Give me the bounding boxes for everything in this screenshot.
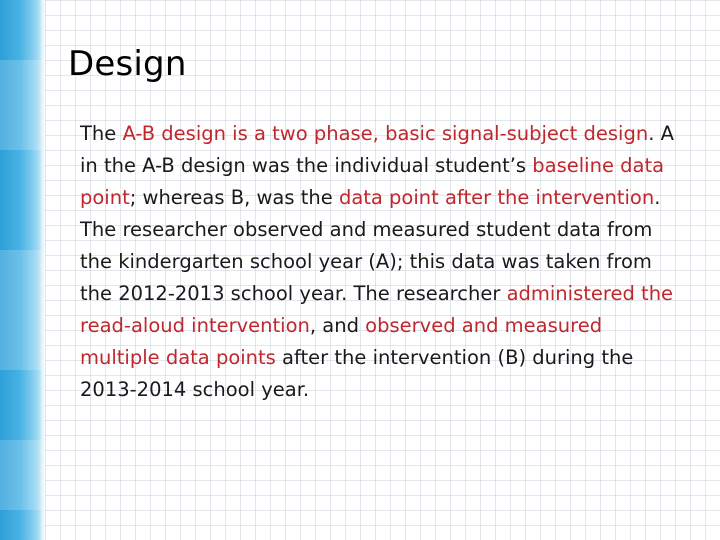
highlighted-text-segment: A-B design is a two phase, basic signal-subject design	[122, 122, 649, 145]
text-segment: . The researcher observed and measured student data from the kindergarten school year (A); this data was taken from the 2012-2013 school year. The researcher	[80, 186, 661, 305]
side-bar-band	[0, 250, 45, 370]
text-segment: . A in the A-B design was the individual student’s	[80, 122, 674, 177]
highlighted-text-segment: data point after the intervention	[338, 186, 655, 209]
highlighted-text-segment: baseline data point	[80, 154, 665, 209]
text-segment: , and	[309, 314, 366, 337]
slide-body-paragraph	[80, 118, 680, 406]
side-bar-band	[0, 440, 45, 510]
text-segment: The	[80, 122, 123, 145]
highlighted-text-segment: administered the read-aloud intervention	[80, 282, 674, 337]
text-segment: ; whereas B, was the	[129, 186, 339, 209]
decorative-side-bar	[0, 0, 45, 540]
text-segment: after the intervention (B) during the 2013-2014 school year.	[80, 346, 634, 401]
slide-title: Design	[68, 44, 187, 84]
side-bar-band	[0, 60, 45, 150]
highlighted-text-segment: observed and measured multiple data points	[80, 314, 603, 369]
